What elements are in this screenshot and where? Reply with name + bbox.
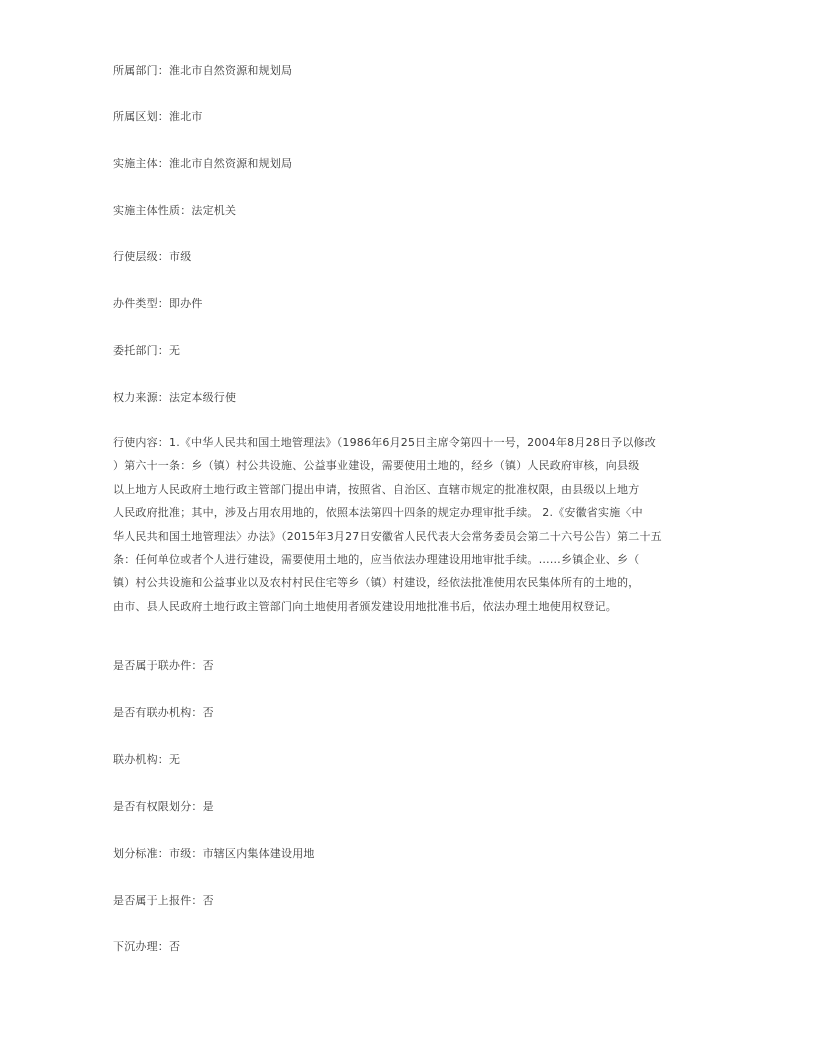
content-line: 行使内容：1.《中华人民共和国土地管理法》（1986年6月25日主席令第四十一号，2004年8月28日予以修改 — [113, 436, 656, 449]
content-line: 条：任何单位或者个人进行建设，需要使用土地的，应当依法办理建设用地审批手续。……乡镇企业、乡（ — [113, 553, 640, 567]
field-case-type: 办件类型：即办件 — [113, 297, 203, 310]
field-joint-agency: 联办机构：无 — [113, 753, 181, 766]
field-exercise-content — [113, 431, 673, 618]
content-line: 华人民共和国土地管理法〉办法》（2015年3月27日安徽省人民代表大会常务委员会第二十六号公告）第二十五 — [113, 529, 662, 543]
field-authority-division: 是否有权限划分：是 — [113, 800, 214, 813]
field-reported-case: 是否属于上报件：否 — [113, 894, 214, 907]
content-line: 镇）村公共设施和公益事业以及农村村民住宅等乡（镇）村建设，经依法批准使用农民集体所有的土地的， — [113, 576, 640, 590]
content-line: 人民政府批准；其中，涉及占用农用地的，依照本法第四十四条的规定办理审批手续。 2.《安徽省实施〈中 — [113, 506, 643, 520]
field-sunk-handling: 下沉办理：否 — [113, 940, 181, 953]
content-line: ）第六十一条：乡（镇）村公共设施、公益事业建设，需要使用土地的，经乡（镇）人民政府审核，向县级 — [113, 459, 640, 473]
field-exercise-level: 行使层级：市级 — [113, 250, 192, 263]
field-division-standard: 划分标准：市级：市辖区内集体建设用地 — [113, 847, 315, 860]
field-power-source: 权力来源：法定本级行使 — [113, 391, 237, 404]
field-implementing-body: 实施主体：淮北市自然资源和规划局 — [113, 157, 293, 170]
field-joint-case: 是否属于联办件：否 — [113, 659, 214, 672]
content-line: 以上地方人民政府土地行政主管部门提出申请，按照省、自治区、直辖市规定的批准权限，由县级以上地方 — [113, 482, 640, 496]
field-has-joint-agency: 是否有联办机构：否 — [113, 706, 214, 719]
field-department: 所属部门：淮北市自然资源和规划局 — [113, 64, 293, 77]
field-entrusted-department: 委托部门：无 — [113, 344, 181, 357]
field-body-nature: 实施主体性质：法定机关 — [113, 204, 237, 217]
content-line: 由市、县人民政府土地行政主管部门向土地使用者颁发建设用地批准书后，依法办理土地使用权登记。 — [113, 599, 617, 613]
field-region: 所属区划：淮北市 — [113, 110, 203, 123]
